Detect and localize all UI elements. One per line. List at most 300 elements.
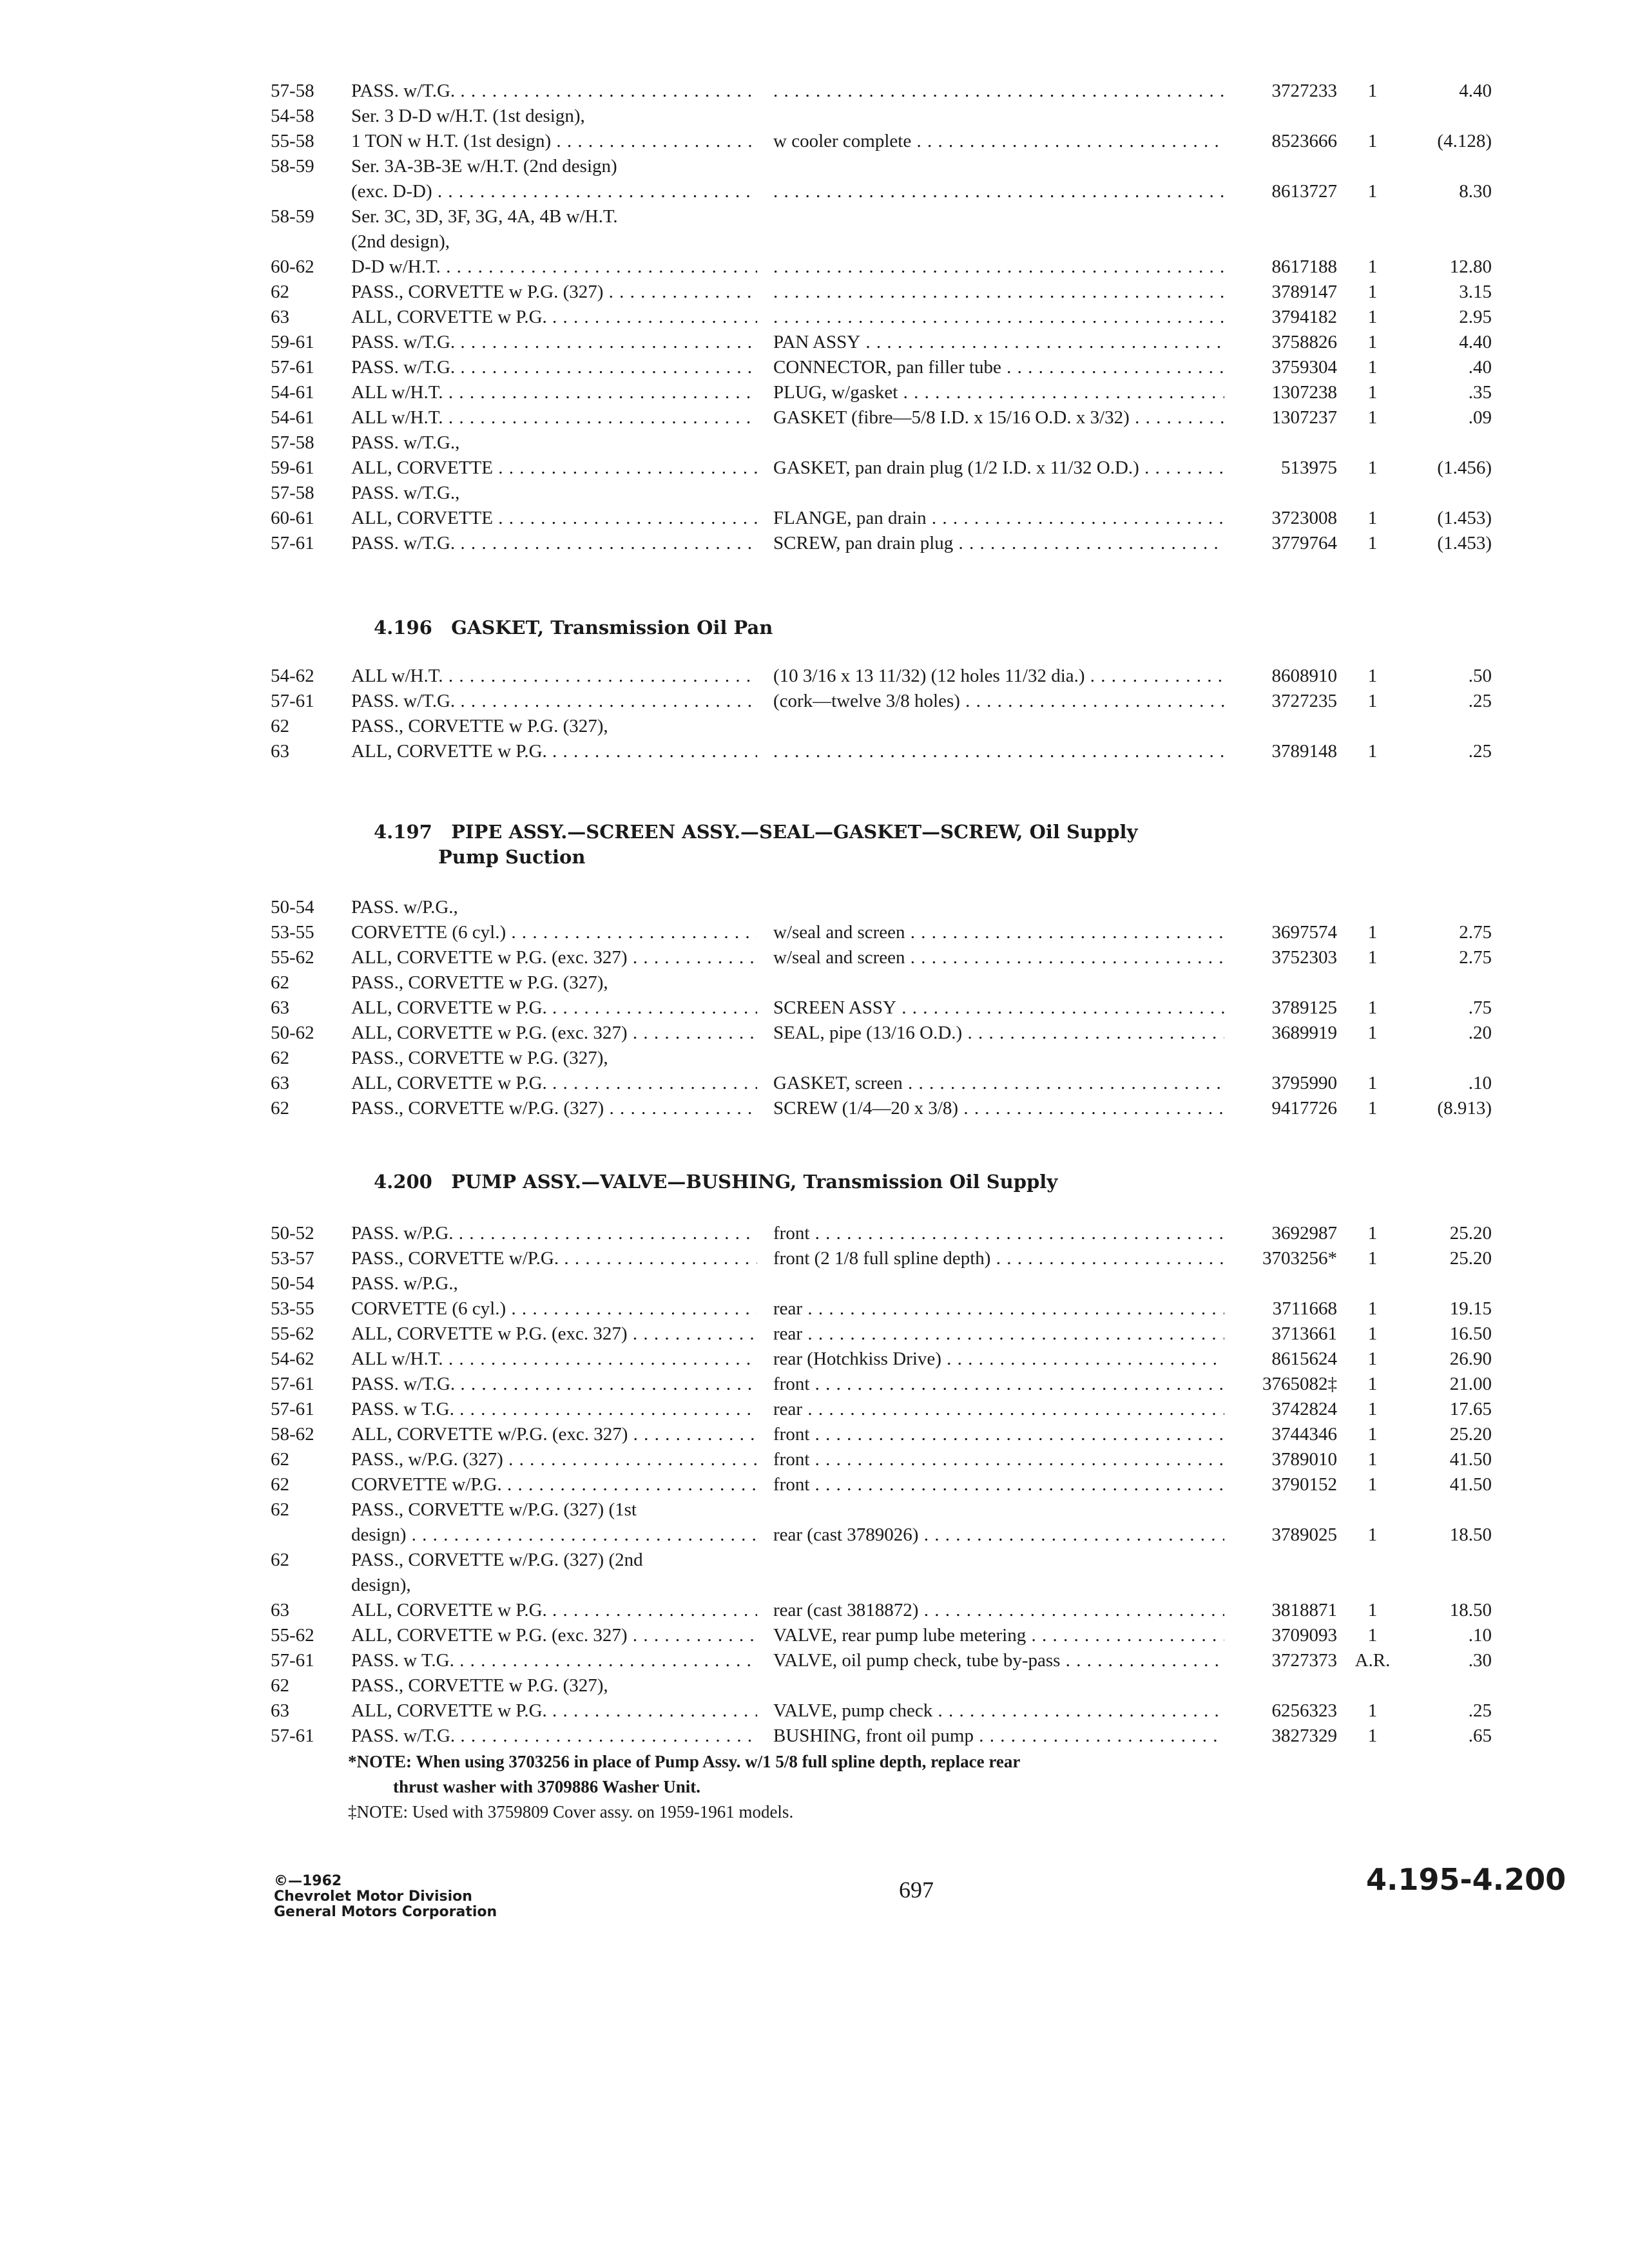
quantity-cell: 1: [1367, 81, 1378, 101]
table-row: [271, 380, 1495, 405]
table-row: [271, 664, 1495, 689]
section-subtitle: Transmission Oil Pan: [550, 617, 773, 639]
part-number-cell: 3723008: [1271, 508, 1337, 528]
model-cell: PASS. w/T.G. . . .: [351, 330, 757, 355]
model-cell: PASS., w/P.G. (327) . . .: [351, 1447, 757, 1472]
year-cell: 60-62: [271, 256, 314, 277]
table-row: [271, 1598, 1495, 1623]
model-cell: CORVETTE (6 cyl.) . . .: [351, 920, 757, 945]
quantity-cell: 1: [1367, 1374, 1378, 1394]
quantity-cell: 1: [1367, 332, 1378, 352]
table-row: [271, 1246, 1495, 1271]
model-cell: Ser. 3A-3B-3E w/H.T. (2nd design): [351, 156, 617, 177]
quantity-cell: 1: [1367, 741, 1378, 762]
part-number-cell: 3818871: [1271, 1600, 1337, 1620]
part-number-cell: 6256323: [1271, 1700, 1337, 1721]
group-cell: .30: [1468, 1650, 1492, 1671]
quantity-cell: 1: [1367, 1725, 1378, 1746]
year-cell: 50-54: [271, 1273, 314, 1294]
part-number-cell: 1307237: [1271, 407, 1337, 428]
model-cell: PASS. w/T.G. . . .: [351, 1372, 757, 1397]
group-cell: 26.90: [1449, 1349, 1492, 1369]
quantity-cell: 1: [1367, 947, 1378, 968]
table-row: [271, 481, 1495, 506]
table-row: [271, 1724, 1495, 1749]
model-cell: PASS., CORVETTE w/P.G. (327) (2nd: [351, 1550, 643, 1570]
model-cell: design) . . .: [351, 1523, 757, 1548]
description-cell: GASKET (fibre—5/8 I.D. x 15/16 O.D. x 3/32) . . .: [773, 405, 1224, 430]
quantity-cell: 1: [1367, 997, 1378, 1018]
group-cell: 4.40: [1459, 332, 1492, 352]
quantity-cell: 1: [1367, 1323, 1378, 1344]
model-cell: ALL, CORVETTE w P.G. . . .: [351, 1598, 757, 1623]
table-row: [271, 895, 1495, 920]
table-row: [271, 1447, 1495, 1472]
model-cell: (exc. D-D) . . .: [351, 179, 757, 204]
part-number-cell: 8615624: [1271, 1349, 1337, 1369]
model-cell: ALL w/H.T. . . .: [351, 1347, 757, 1372]
table-row: [271, 739, 1495, 764]
quantity-cell: 1: [1367, 1474, 1378, 1495]
part-number-cell: 3758826: [1271, 332, 1337, 352]
table-row: [271, 1347, 1495, 1372]
table-row: [271, 1321, 1495, 1347]
part-number-cell: 8613727: [1271, 181, 1337, 202]
model-cell: ALL, CORVETTE . . .: [351, 506, 757, 531]
model-cell: Ser. 3 D-D w/H.T. (1st design),: [351, 106, 585, 126]
group-cell: .35: [1468, 382, 1492, 403]
quantity-cell: A.R.: [1354, 1650, 1391, 1671]
model-cell: PASS. w/T.G. . . .: [351, 1724, 757, 1749]
year-cell: 63: [271, 307, 289, 327]
description-cell: GASKET, pan drain plug (1/2 I.D. x 11/32 O.D.) . . .: [773, 456, 1224, 481]
description-cell: w cooler complete . . .: [773, 129, 1224, 154]
part-number-cell: 8608910: [1271, 666, 1337, 686]
description-cell: [773, 305, 1224, 330]
year-cell: 53-57: [271, 1248, 314, 1269]
part-number-cell: 8523666: [1271, 131, 1337, 151]
description-cell: w/seal and screen . . .: [773, 920, 1224, 945]
description-cell: w/seal and screen . . .: [773, 945, 1224, 970]
parts-table-4-196: [271, 664, 1495, 764]
table-row: [271, 1673, 1495, 1698]
model-cell: PASS. w/P.G.,: [351, 897, 458, 918]
group-cell: .65: [1468, 1725, 1492, 1746]
description-cell: rear (cast 3789026) . . .: [773, 1523, 1224, 1548]
part-number-cell: 3779764: [1271, 533, 1337, 553]
model-cell: 1 TON w H.T. (1st design) . . .: [351, 129, 757, 154]
model-cell: CORVETTE w/P.G. . . .: [351, 1472, 757, 1497]
table-row: [271, 1271, 1495, 1296]
quantity-cell: 1: [1367, 691, 1378, 711]
description-cell: [773, 79, 1224, 104]
model-cell: PASS., CORVETTE w/P.G. . . .: [351, 1246, 757, 1271]
description-cell: [773, 179, 1224, 204]
table-row: [271, 1573, 1495, 1598]
group-cell: .40: [1468, 357, 1492, 378]
year-cell: 54-62: [271, 1349, 314, 1369]
table-row: [271, 229, 1495, 255]
quantity-cell: 1: [1367, 282, 1378, 302]
year-cell: 58-59: [271, 206, 314, 227]
quantity-cell: 1: [1367, 1298, 1378, 1319]
description-cell: front . . .: [773, 1422, 1224, 1447]
group-cell: 21.00: [1449, 1374, 1492, 1394]
year-cell: 59-61: [271, 332, 314, 352]
description-cell: front . . .: [773, 1472, 1224, 1497]
group-cell: 25.20: [1449, 1223, 1492, 1244]
group-cell: 2.95: [1459, 307, 1492, 327]
model-cell: ALL, CORVETTE . . .: [351, 456, 757, 481]
part-number-cell: 3752303: [1271, 947, 1337, 968]
part-number-cell: 3709093: [1271, 1625, 1337, 1646]
group-cell: 25.20: [1449, 1424, 1492, 1445]
group-cell: 4.40: [1459, 81, 1492, 101]
group-cell: 12.80: [1449, 256, 1492, 277]
note-1-cont: thrust washer with 3709886 Washer Unit.: [393, 1777, 701, 1796]
description-cell: rear . . .: [773, 1321, 1224, 1347]
description-cell: rear . . .: [773, 1296, 1224, 1321]
year-cell: 63: [271, 1700, 289, 1721]
model-cell: PASS. w/T.G.,: [351, 432, 460, 453]
table-row: [271, 405, 1495, 430]
model-cell: ALL, CORVETTE w P.G. . . .: [351, 1071, 757, 1096]
model-cell: PASS. w/P.G.,: [351, 1273, 458, 1294]
year-cell: 60-61: [271, 508, 314, 528]
description-cell: VALVE, rear pump lube metering . . .: [773, 1623, 1224, 1648]
table-row: [271, 456, 1495, 481]
description-cell: [773, 280, 1224, 305]
year-cell: 62: [271, 1550, 289, 1570]
part-number-cell: 3689919: [1271, 1023, 1337, 1043]
part-number-cell: 513975: [1281, 457, 1337, 478]
part-number-cell: 3727235: [1271, 691, 1337, 711]
table-row: [271, 255, 1495, 280]
model-cell: ALL, CORVETTE w P.G. . . .: [351, 1698, 757, 1724]
table-row: [271, 1221, 1495, 1246]
model-cell: ALL w/H.T. . . .: [351, 380, 757, 405]
model-cell: PASS., CORVETTE w P.G. (327),: [351, 1675, 608, 1696]
quantity-cell: 1: [1367, 1600, 1378, 1620]
group-cell: 19.15: [1449, 1298, 1492, 1319]
year-cell: 55-62: [271, 1323, 314, 1344]
part-number-cell: 3759304: [1271, 357, 1337, 378]
table-row: [271, 1497, 1495, 1523]
group-cell: (1.456): [1437, 457, 1492, 478]
description-cell: (cork—twelve 3/8 holes) . . .: [773, 689, 1224, 714]
description-cell: SCREW (1/4—20 x 3/8) . . .: [773, 1096, 1224, 1121]
group-cell: .09: [1468, 407, 1492, 428]
group-cell: 17.65: [1449, 1399, 1492, 1419]
note-2: ‡NOTE: Used with 3759809 Cover assy. on 1959-1961 models.: [348, 1802, 794, 1821]
table-row: [271, 430, 1495, 456]
model-cell: PASS., CORVETTE w/P.G. (327) (1st: [351, 1499, 637, 1520]
table-row: [271, 1422, 1495, 1447]
model-cell: ALL, CORVETTE w P.G. (exc. 327) . . .: [351, 945, 757, 970]
year-cell: 63: [271, 997, 289, 1018]
table-row: [271, 945, 1495, 970]
year-cell: 62: [271, 1098, 289, 1119]
group-cell: (4.128): [1437, 131, 1492, 151]
part-number-cell: 3827329: [1271, 1725, 1337, 1746]
group-cell: .50: [1468, 666, 1492, 686]
description-cell: SCREEN ASSY . . .: [773, 995, 1224, 1021]
table-row: [271, 1472, 1495, 1497]
quantity-cell: 1: [1367, 457, 1378, 478]
part-number-cell: 3727233: [1271, 81, 1337, 101]
model-cell: PASS. w T.G. . . .: [351, 1397, 757, 1422]
year-cell: 57-61: [271, 357, 314, 378]
quantity-cell: 1: [1367, 533, 1378, 553]
model-cell: PASS., CORVETTE w/P.G. (327) . . .: [351, 1096, 757, 1121]
table-row: [271, 714, 1495, 739]
group-cell: 2.75: [1459, 947, 1492, 968]
section-name: PUMP ASSY.—VALVE—BUSHING,: [451, 1171, 797, 1193]
table-row: [271, 1523, 1495, 1548]
model-cell: PASS., CORVETTE w P.G. (327),: [351, 1048, 608, 1068]
part-number-cell: 9417726: [1271, 1098, 1337, 1119]
table-row: [271, 305, 1495, 330]
year-cell: 58-59: [271, 156, 314, 177]
description-cell: VALVE, oil pump check, tube by-pass . . .: [773, 1648, 1224, 1673]
part-number-cell: 3765082‡: [1262, 1374, 1337, 1394]
model-cell: ALL, CORVETTE w P.G. . . .: [351, 739, 757, 764]
group-cell: .25: [1468, 741, 1492, 762]
quantity-cell: 1: [1367, 1424, 1378, 1445]
model-cell: ALL, CORVETTE w P.G. (exc. 327) . . .: [351, 1021, 757, 1046]
year-cell: 50-62: [271, 1023, 314, 1043]
parts-table-4-197: [271, 895, 1495, 1121]
year-cell: 57-58: [271, 432, 314, 453]
year-cell: 62: [271, 972, 289, 993]
part-number-cell: 3789147: [1271, 282, 1337, 302]
table-row: [271, 970, 1495, 995]
year-cell: 54-62: [271, 666, 314, 686]
group-cell: 25.20: [1449, 1248, 1492, 1269]
description-cell: PLUG, w/gasket . . .: [773, 380, 1224, 405]
part-number-cell: 3795990: [1271, 1073, 1337, 1093]
quantity-cell: 1: [1367, 1399, 1378, 1419]
part-number-cell: 3789025: [1271, 1524, 1337, 1545]
year-cell: 62: [271, 1449, 289, 1470]
parts-table-4-200: [271, 1221, 1495, 1749]
quantity-cell: 1: [1367, 508, 1378, 528]
description-cell: [773, 739, 1224, 764]
table-row: [271, 1623, 1495, 1648]
section-heading-4-197: [374, 820, 1276, 870]
description-cell: front . . .: [773, 1221, 1224, 1246]
quantity-cell: 1: [1367, 307, 1378, 327]
description-cell: VALVE, pump check . . .: [773, 1698, 1224, 1724]
section-name: GASKET,: [451, 617, 545, 639]
group-cell: 18.50: [1449, 1524, 1492, 1545]
year-cell: 57-61: [271, 1650, 314, 1671]
model-cell: ALL, CORVETTE w P.G. (exc. 327) . . .: [351, 1623, 757, 1648]
model-cell: D-D w/H.T. . . .: [351, 255, 757, 280]
year-cell: 55-62: [271, 947, 314, 968]
section-range: 4.195-4.200: [1366, 1862, 1566, 1897]
table-row: [271, 1021, 1495, 1046]
year-cell: 62: [271, 1048, 289, 1068]
section-number: 4.196: [374, 617, 432, 639]
table-row: [271, 689, 1495, 714]
description-cell: front . . .: [773, 1372, 1224, 1397]
part-number-cell: 3697574: [1271, 922, 1337, 943]
quantity-cell: 1: [1367, 1700, 1378, 1721]
group-cell: 41.50: [1449, 1474, 1492, 1495]
description-cell: rear . . .: [773, 1397, 1224, 1422]
model-cell: design),: [351, 1575, 411, 1595]
year-cell: 57-61: [271, 533, 314, 553]
description-cell: CONNECTOR, pan filler tube . . .: [773, 355, 1224, 380]
group-cell: 41.50: [1449, 1449, 1492, 1470]
table-row: [271, 179, 1495, 204]
section-subtitle: Oil Supply: [1029, 821, 1138, 843]
description-cell: front (2 1/8 full spline depth) . . .: [773, 1246, 1224, 1271]
parts-table-4-195: [271, 79, 1495, 556]
model-cell: PASS. w/T.G. . . .: [351, 531, 757, 556]
table-row: [271, 154, 1495, 179]
group-cell: 8.30: [1459, 181, 1492, 202]
year-cell: 62: [271, 1499, 289, 1520]
quantity-cell: 1: [1367, 1349, 1378, 1369]
description-cell: front . . .: [773, 1447, 1224, 1472]
part-number-cell: 3742824: [1271, 1399, 1337, 1419]
section-heading-4-196: [374, 615, 1276, 640]
part-number-cell: 3727373: [1271, 1650, 1337, 1671]
table-row: [271, 995, 1495, 1021]
model-cell: PASS. w/T.G. . . .: [351, 689, 757, 714]
quantity-cell: 1: [1367, 1524, 1378, 1545]
table-row: [271, 1071, 1495, 1096]
description-cell: SCREW, pan drain plug . . .: [773, 531, 1224, 556]
page-number: 697: [899, 1877, 934, 1903]
quantity-cell: 1: [1367, 1098, 1378, 1119]
group-cell: (1.453): [1437, 508, 1492, 528]
table-row: [271, 1397, 1495, 1422]
part-number-cell: 8617188: [1271, 256, 1337, 277]
part-number-cell: 3744346: [1271, 1424, 1337, 1445]
table-row: [271, 79, 1495, 104]
part-number-cell: 3692987: [1271, 1223, 1337, 1244]
table-row: [271, 355, 1495, 380]
group-cell: .75: [1468, 997, 1492, 1018]
year-cell: 62: [271, 716, 289, 736]
model-cell: PASS., CORVETTE w P.G. (327),: [351, 716, 608, 736]
part-number-cell: 3711668: [1272, 1298, 1337, 1319]
part-number-cell: 3789148: [1271, 741, 1337, 762]
table-row: [271, 1648, 1495, 1673]
table-row: [271, 531, 1495, 556]
model-cell: PASS. w/P.G. . . .: [351, 1221, 757, 1246]
year-cell: 63: [271, 741, 289, 762]
model-cell: CORVETTE (6 cyl.) . . .: [351, 1296, 757, 1321]
table-row: [271, 920, 1495, 945]
quantity-cell: 1: [1367, 1023, 1378, 1043]
model-cell: ALL w/H.T. . . .: [351, 405, 757, 430]
model-cell: ALL, CORVETTE w P.G. . . .: [351, 995, 757, 1021]
quantity-cell: 1: [1367, 382, 1378, 403]
year-cell: 63: [271, 1600, 289, 1620]
model-cell: PASS., CORVETTE w P.G. (327),: [351, 972, 608, 993]
model-cell: Ser. 3C, 3D, 3F, 3G, 4A, 4B w/H.T.: [351, 206, 618, 227]
quantity-cell: 1: [1367, 1449, 1378, 1470]
quantity-cell: 1: [1367, 256, 1378, 277]
group-cell: 3.15: [1459, 282, 1492, 302]
part-number-cell: 3789010: [1271, 1449, 1337, 1470]
group-cell: .10: [1468, 1073, 1492, 1093]
year-cell: 50-54: [271, 897, 314, 918]
table-row: [271, 1096, 1495, 1121]
part-number-cell: 3713661: [1271, 1323, 1337, 1344]
group-cell: 16.50: [1449, 1323, 1492, 1344]
model-cell: (2nd design),: [351, 231, 450, 252]
model-cell: PASS. w/T.G. . . .: [351, 79, 757, 104]
year-cell: 63: [271, 1073, 289, 1093]
quantity-cell: 1: [1367, 407, 1378, 428]
table-row: [271, 129, 1495, 154]
year-cell: 57-61: [271, 1725, 314, 1746]
year-cell: 55-62: [271, 1625, 314, 1646]
group-cell: (8.913): [1437, 1098, 1492, 1119]
group-cell: 2.75: [1459, 922, 1492, 943]
part-number-cell: 3794182: [1271, 307, 1337, 327]
description-cell: (10 3/16 x 13 11/32) (12 holes 11/32 dia.) . . .: [773, 664, 1224, 689]
part-number-cell: 3790152: [1271, 1474, 1337, 1495]
year-cell: 57-58: [271, 81, 314, 101]
year-cell: 62: [271, 1474, 289, 1495]
description-cell: SEAL, pipe (13/16 O.D.) . . .: [773, 1021, 1224, 1046]
section-number: 4.200: [374, 1171, 432, 1193]
group-cell: .25: [1468, 1700, 1492, 1721]
division-name: Chevrolet Motor Division: [274, 1888, 472, 1905]
quantity-cell: 1: [1367, 1625, 1378, 1646]
section-subtitle-cont: Pump Suction: [438, 846, 586, 868]
quantity-cell: 1: [1367, 666, 1378, 686]
model-cell: PASS. w T.G. . . .: [351, 1648, 757, 1673]
model-cell: PASS. w/T.G. . . .: [351, 355, 757, 380]
year-cell: 57-61: [271, 1374, 314, 1394]
table-row: [271, 1372, 1495, 1397]
quantity-cell: 1: [1367, 922, 1378, 943]
model-cell: ALL w/H.T. . . .: [351, 664, 757, 689]
quantity-cell: 1: [1367, 1248, 1378, 1269]
year-cell: 54-61: [271, 382, 314, 403]
footnotes: [348, 1749, 1302, 1825]
table-row: [271, 1698, 1495, 1724]
year-cell: 57-61: [271, 1399, 314, 1419]
description-cell: PAN ASSY . . .: [773, 330, 1224, 355]
description-cell: BUSHING, front oil pump . . .: [773, 1724, 1224, 1749]
table-row: [271, 1548, 1495, 1573]
group-cell: 18.50: [1449, 1600, 1492, 1620]
year-cell: 54-61: [271, 407, 314, 428]
quantity-cell: 1: [1367, 1223, 1378, 1244]
part-number-cell: 1307238: [1271, 382, 1337, 403]
part-number-cell: 3703256*: [1262, 1248, 1337, 1269]
model-cell: PASS. w/T.G.,: [351, 483, 460, 503]
description-cell: [773, 255, 1224, 280]
year-cell: 57-61: [271, 691, 314, 711]
year-cell: 59-61: [271, 457, 314, 478]
year-cell: 57-58: [271, 483, 314, 503]
quantity-cell: 1: [1367, 1073, 1378, 1093]
year-cell: 53-55: [271, 1298, 314, 1319]
section-number: 4.197: [374, 821, 432, 843]
group-cell: .10: [1468, 1625, 1492, 1646]
model-cell: PASS., CORVETTE w P.G. (327) . . .: [351, 280, 757, 305]
year-cell: 53-55: [271, 922, 314, 943]
